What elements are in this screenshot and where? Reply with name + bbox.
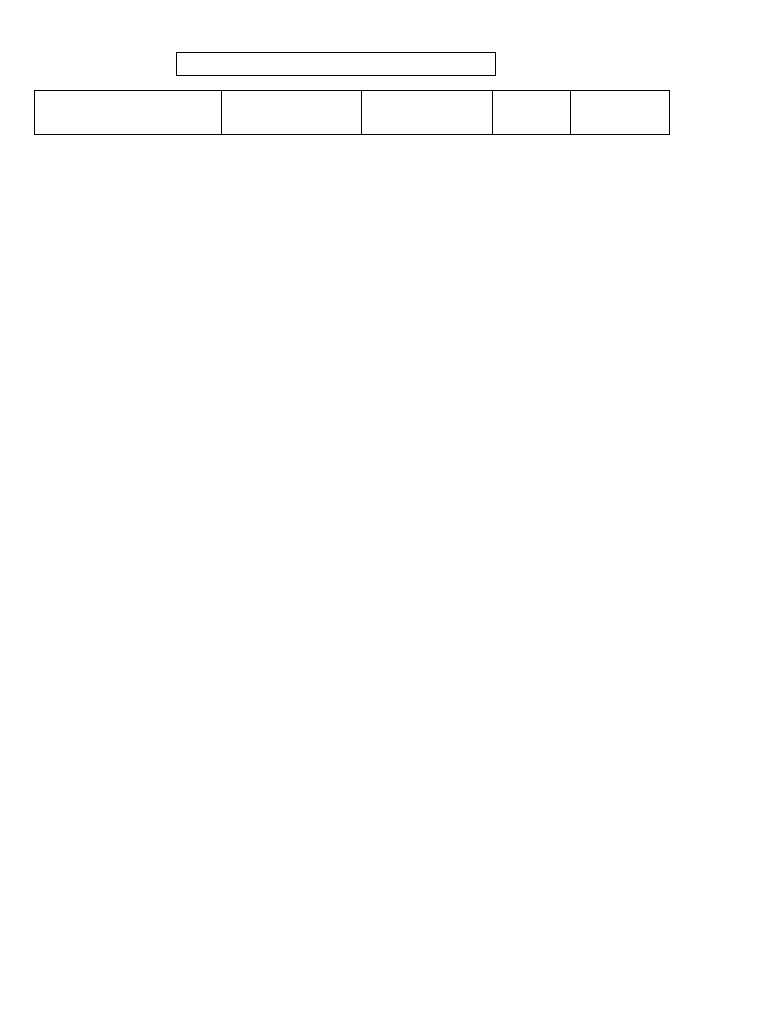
document-title (176, 52, 496, 76)
coding-table-1 (34, 90, 670, 135)
header-koding (222, 91, 362, 135)
table-header-row (35, 91, 670, 135)
header-bahan (362, 91, 493, 135)
header-tipe (571, 91, 670, 135)
header-jumlah (493, 91, 571, 135)
header-jenis (35, 91, 222, 135)
